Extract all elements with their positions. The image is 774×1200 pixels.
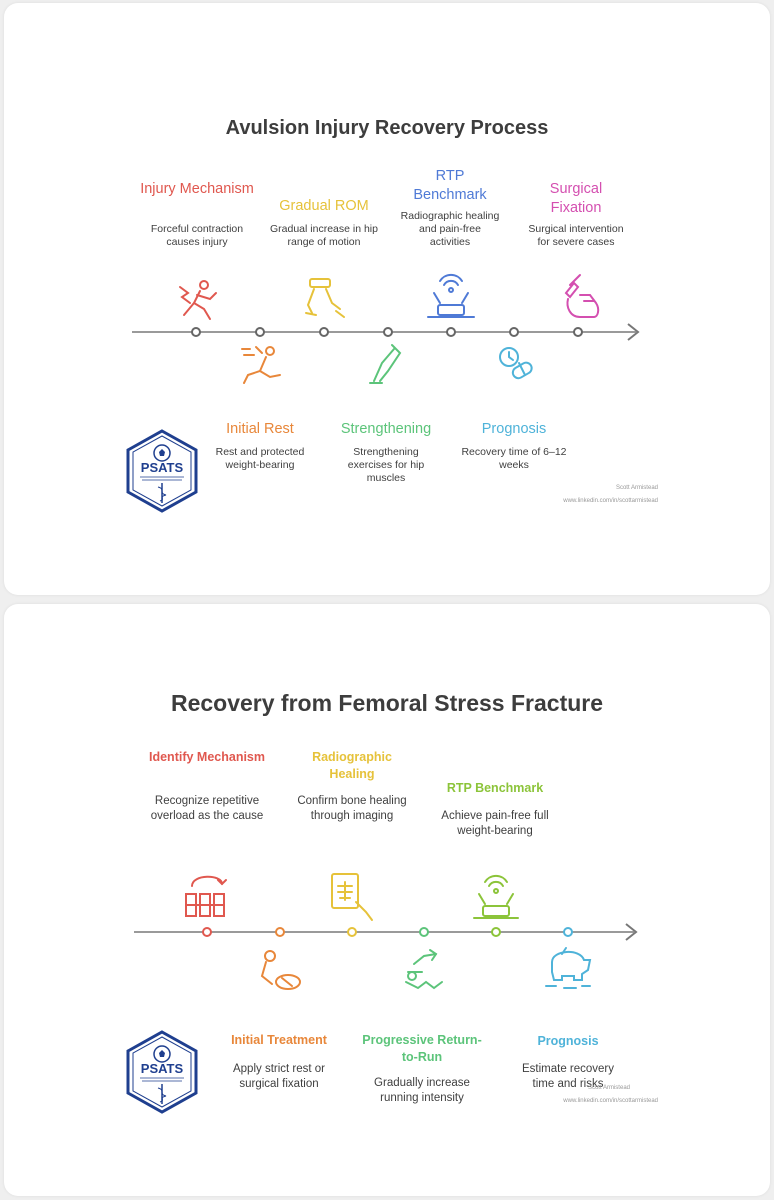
timeline-node — [510, 328, 518, 336]
timeline-node — [420, 928, 428, 936]
step-desc-surgical-fixation: Surgical intervention for severe cases — [528, 223, 624, 248]
step-title-initial-rest: Initial Rest — [226, 421, 294, 437]
timeline-node — [447, 328, 455, 336]
femoral-title: Recovery from Femoral Stress Fracture — [170, 690, 604, 716]
resting-person-icon — [242, 347, 280, 383]
surgical-hand-icon — [566, 275, 598, 317]
step-desc-radiographic-healing: Confirm bone healing through imaging — [297, 795, 407, 822]
step-title-radiographic-healing: Radiographic Healing — [312, 750, 392, 781]
step-desc-initial-treatment: Apply strict rest or surgical fixation — [232, 1063, 326, 1090]
step-title-rtp-benchmark: RTP Benchmark — [413, 168, 487, 203]
timeline-node — [348, 928, 356, 936]
logo-text: PSATS — [140, 460, 184, 475]
running-injury-icon — [180, 281, 216, 319]
step-title-strengthening: Strengthening — [340, 421, 432, 437]
leg-strength-icon — [370, 345, 400, 383]
step-desc-rtp-benchmark: Radiographic healing and pain-free activities — [400, 210, 500, 248]
step-desc-injury-mechanism: Forceful contraction causes injury — [150, 223, 244, 248]
step-title-prognosis: Prognosis — [481, 421, 547, 437]
step-desc-identify-mechanism: Recognize repetitive overload as the cause — [150, 795, 264, 822]
step-title-identify-mechanism: Identify Mechanism — [149, 750, 265, 764]
step-desc-gradual-rom: Gradual increase in hip range of motion — [270, 223, 378, 248]
step-title-surgical-fixation: Surgical Fixation — [549, 181, 603, 216]
leg-motion-icon — [306, 279, 344, 317]
femoral-infographic-card — [4, 604, 770, 1196]
avulsion-timeline — [4, 3, 770, 595]
timeline-node — [256, 328, 264, 336]
step-title-initial-treatment: Initial Treatment — [231, 1033, 327, 1047]
step-desc-prognosis: Recovery time of 6–12 weeks — [461, 446, 567, 471]
timeline-node — [192, 328, 200, 336]
credit-name: Scott Armistead — [615, 485, 658, 491]
step-desc-strengthening: Strengthening exercises for hip muscles — [347, 446, 425, 484]
step-title-prognosis-2: Prognosis — [537, 1034, 599, 1048]
logo-text: PSATS — [140, 1061, 184, 1076]
avulsion-infographic-card — [4, 3, 770, 595]
psats-logo — [126, 429, 198, 513]
xray-image-icon — [332, 874, 372, 920]
femoral-timeline — [4, 604, 770, 1196]
step-title-gradual-rom: Gradual ROM — [279, 198, 369, 214]
piggy-bank-icon — [546, 948, 590, 988]
timeline-node — [276, 928, 284, 936]
step-title-rtp-benchmark-2: RTP Benchmark — [446, 781, 544, 795]
step-title-injury-mechanism: Injury Mechanism — [140, 181, 254, 197]
avulsion-title: Avulsion Injury Recovery Process — [225, 117, 549, 139]
timeline-node — [203, 928, 211, 936]
timeline-node — [320, 328, 328, 336]
pills-clock-icon — [500, 348, 534, 380]
credit-url[interactable]: www.linkedin.com/in/scottarmistead — [563, 498, 658, 504]
timeline-node — [564, 928, 572, 936]
step-desc-initial-rest: Rest and protected weight-bearing — [215, 446, 305, 471]
step-desc-prognosis-2: Estimate recovery time and risks — [521, 1063, 615, 1090]
timeline-node — [492, 928, 500, 936]
repetitive-load-icon — [186, 877, 226, 916]
timeline-node — [384, 328, 392, 336]
timeline-node — [574, 328, 582, 336]
step-desc-progressive-return: Gradually increase running intensity — [374, 1077, 470, 1104]
resting-patient-icon — [262, 951, 300, 989]
credit-name: Scott Armistead — [587, 1085, 630, 1091]
scanner-signal-icon — [474, 876, 518, 918]
psats-logo — [126, 1030, 198, 1114]
credit-url[interactable]: www.linkedin.com/in/scottarmistead — [563, 1098, 658, 1104]
step-title-progressive-return: Progressive Return-to-Run — [362, 1033, 482, 1064]
scanner-signal-icon — [428, 275, 474, 317]
step-desc-rtp-benchmark-2: Achieve pain-free full weight-bearing — [441, 810, 549, 837]
running-progress-icon — [406, 950, 442, 988]
